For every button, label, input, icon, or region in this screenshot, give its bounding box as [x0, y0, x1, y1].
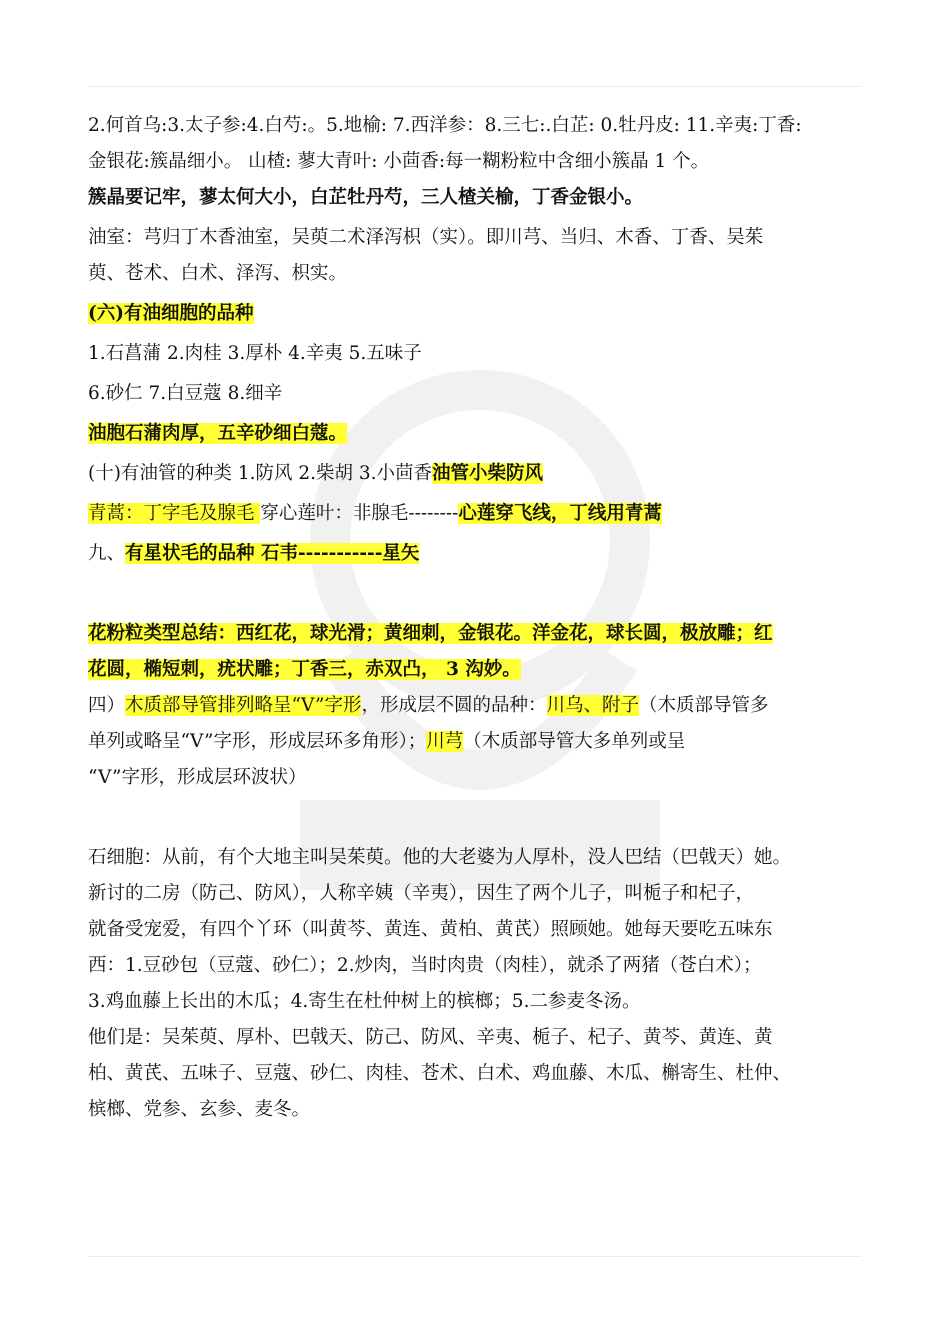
- text-line: 他们是：吴茱萸、厚朴、巴戟天、防己、防风、辛夷、栀子、杞子、黄芩、黄连、黄: [88, 1027, 773, 1048]
- mnemonic-line: [88, 656, 878, 684]
- highlighted-text: 川乌、附子: [546, 695, 640, 716]
- plain-text: ，形成层不圆的品种：: [361, 695, 547, 716]
- highlighted-text: 川芎: [426, 731, 464, 752]
- mnemonic-line: 簇晶要记牢，蓼太何大小，白芷牡丹芍，三人楂关榆，丁香金银小。: [88, 187, 644, 208]
- text-line: [88, 540, 878, 568]
- highlighted-text: 油管小柴防风: [432, 463, 544, 484]
- text-line: 新讨的二房（防己、防风），人称辛姨（辛夷），因生了两个儿子，叫栀子和杞子，: [88, 883, 755, 904]
- text-line: [88, 728, 878, 756]
- top-divider: [88, 86, 862, 87]
- spacer: [88, 580, 878, 620]
- plain-text: (十)有油管的种类 1.防风 2.柴胡 3.小茴香: [88, 463, 433, 484]
- text-line: 6.砂仁 7.白豆蔻 8.细辛: [88, 383, 283, 404]
- section-heading: [88, 300, 878, 328]
- mnemonic-line: [88, 420, 878, 448]
- highlighted-text: 油胞石蒲肉厚，五辛砂细白蔻。: [88, 423, 348, 444]
- text-line: “V”字形，形成层环波状）: [88, 767, 307, 788]
- highlighted-text: 木质部导管排列略呈“V”字形: [125, 695, 362, 716]
- text-line: 3.鸡血藤上长出的木瓜；4.寄生在杜仲树上的槟榔；5.二参麦冬汤。: [88, 991, 641, 1012]
- text-line: [88, 500, 878, 528]
- plain-text: 单列或略呈“V”字形，形成层环多角形）；: [88, 731, 427, 752]
- plain-text: 四）: [88, 695, 126, 716]
- text-line: 槟榔、党参、玄参、麦冬。: [88, 1099, 311, 1120]
- section-heading-text: (六)有油细胞的品种: [88, 303, 254, 324]
- text-line: 2.何首乌:3.太子参:4.白芍:。5.地榆: 7.西洋参：8.三七:.白芷: 0.牡丹皮: 11.辛夷:丁香:: [88, 115, 802, 136]
- spacer: [88, 804, 878, 844]
- plain-text: 九、: [88, 543, 126, 564]
- text-line: 柏、黄芪、五味子、豆蔻、砂仁、肉桂、苍术、白术、鸡血藤、木瓜、槲寄生、杜仲、: [88, 1063, 792, 1084]
- text-line: 萸、苍术、白术、泽泻、枳实。: [88, 263, 348, 284]
- text-line: 西：1.豆砂包（豆蔻、砂仁）；2.炒肉，当时肉贵（肉桂），就杀了两猪（苍白术）；: [88, 955, 762, 976]
- highlighted-text: 有星状毛的品种 石韦-----------星矢: [125, 543, 420, 564]
- highlighted-text: 花圆，椭短刺，疣状雕；丁香三，赤双凸， 3 沟妙。: [88, 659, 521, 680]
- plain-text: （木质部导管多: [639, 695, 769, 716]
- plain-text: 穿心莲叶：非腺毛--------: [260, 503, 459, 524]
- text-line: 就备受宠爱，有四个丫环（叫黄芩、黄连、黄柏、黄芪）照顾她。她每天要吃五味东: [88, 919, 773, 940]
- highlighted-text: 心莲穿飞线，丁线用青蒿: [458, 503, 662, 524]
- text-line: 油室：芎归丁木香油室，吴萸二术泽泻枳（实）。即川芎、当归、木香、丁香、吴茱: [88, 227, 764, 248]
- highlighted-text: 花粉粒类型总结：西红花，球光滑；黄细刺，金银花。洋金花，球长圆，极放雕；红: [88, 623, 773, 644]
- text-line: [88, 692, 878, 720]
- text-line: [88, 460, 878, 488]
- document-body: [88, 112, 878, 1132]
- text-line: 金银花:簇晶细小。 山楂: 蓼大青叶: 小茴香:每一糊粉粒中含细小簇晶 1 个。: [88, 151, 710, 172]
- mnemonic-line: [88, 620, 878, 648]
- bottom-divider: [88, 1256, 862, 1257]
- plain-text: （木质部导管大多单列或呈: [463, 731, 686, 752]
- text-line: 1.石菖蒲 2.肉桂 3.厚朴 4.辛夷 5.五味子: [88, 343, 422, 364]
- text-line: 石细胞：从前，有个大地主叫吴茱萸。他的大老婆为人厚朴，没人巴结（巴戟天）她。: [88, 847, 792, 868]
- highlighted-text: 青蒿：丁字毛及腺毛: [88, 503, 261, 524]
